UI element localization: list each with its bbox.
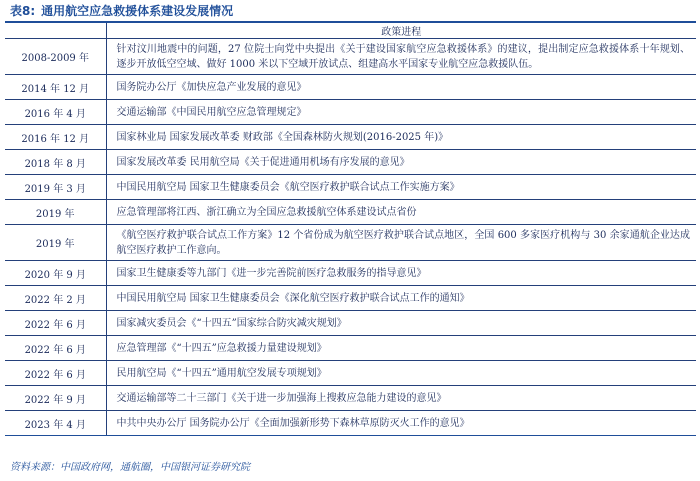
row-date: 2023 年 4 月 (5, 411, 106, 436)
table-title-text: 通用航空应急救援体系建设发展情况 (41, 4, 234, 18)
row-policy: 中共中央办公厅 国务院办公厅《全面加强新形势下森林草原防灭火工作的意见》 (106, 411, 696, 436)
table-row (5, 411, 696, 436)
row-policy: 国家减灾委员会《“十四五”国家综合防灾减灾规划》 (106, 311, 696, 336)
table-row (5, 286, 696, 311)
row-date: 2019 年 (5, 225, 106, 261)
row-date: 2019 年 3 月 (5, 175, 106, 200)
header-date (5, 22, 106, 39)
row-policy: 中国民用航空局 国家卫生健康委员会《航空医疗救护联合试点工作实施方案》 (106, 175, 696, 200)
table-row (5, 361, 696, 386)
row-policy: 中国民用航空局 国家卫生健康委员会《深化航空医疗救护联合试点工作的通知》 (106, 286, 696, 311)
table-row (5, 175, 696, 200)
table-row (5, 225, 696, 261)
table-number: 表8: (10, 4, 36, 18)
table-row (5, 75, 696, 100)
row-date: 2022 年 9 月 (5, 386, 106, 411)
row-date: 2022 年 6 月 (5, 361, 106, 386)
row-date: 2022 年 6 月 (5, 336, 106, 361)
row-policy: 国务院办公厅《加快应急产业发展的意见》 (106, 75, 696, 100)
row-policy: 交通运输部《中国民用航空应急管理规定》 (106, 100, 696, 125)
table-row (5, 311, 696, 336)
row-policy: 国家林业局 国家发展改革委 财政部《全国森林防火规划(2016-2025 年)》 (106, 125, 696, 150)
row-policy: 民用航空局《“十四五”通用航空发展专项规划》 (106, 361, 696, 386)
source-note: 资料来源：中国政府网，通航圈，中国银河证券研究院 (10, 462, 250, 473)
row-date: 2018 年 8 月 (5, 150, 106, 175)
row-date: 2019 年 (5, 200, 106, 225)
row-policy: 应急管理部将江西、浙江确立为全国应急救援航空体系建设试点省份 (106, 200, 696, 225)
row-policy: 针对汶川地震中的问题，27 位院士向党中央提出《关于建设国家航空应急救援体系》的建议，提出制定应急救援体系十年规划、逐步开放低空空域、做好 1000 米以下空域开放试点、组建高水平国家专业航空应急救援队伍。 (106, 39, 696, 75)
policy-table (5, 21, 696, 436)
row-policy: 国家发展改革委 民用航空局《关于促进通用机场有序发展的意见》 (106, 150, 696, 175)
row-policy: 应急管理部《“十四五”应急救援力量建设规划》 (106, 336, 696, 361)
table-row (5, 125, 696, 150)
table-row (5, 386, 696, 411)
row-date: 2016 年 4 月 (5, 100, 106, 125)
row-policy: 国家卫生健康委等九部门《进一步完善院前医疗急救服务的指导意见》 (106, 261, 696, 286)
row-date: 2008-2009 年 (5, 39, 106, 75)
row-policy: 交通运输部等二十三部门《关于进一步加强海上搜救应急能力建设的意见》 (106, 386, 696, 411)
table-row (5, 39, 696, 75)
table-row (5, 336, 696, 361)
row-date: 2022 年 2 月 (5, 286, 106, 311)
table-title (10, 2, 233, 20)
row-policy: 《航空医疗救护联合试点工作方案》12 个省份成为航空医疗救护联合试点地区，全国 600 多家医疗机构与 30 余家通航企业达成航空医疗救护工作意向。 (106, 225, 696, 261)
table-row (5, 100, 696, 125)
table-row (5, 261, 696, 286)
table-header-row (5, 22, 696, 39)
table-row (5, 150, 696, 175)
row-date: 2014 年 12 月 (5, 75, 106, 100)
row-date: 2020 年 9 月 (5, 261, 106, 286)
row-date: 2016 年 12 月 (5, 125, 106, 150)
row-date: 2022 年 6 月 (5, 311, 106, 336)
table-row (5, 200, 696, 225)
header-policy-progress: 政策进程 (106, 22, 696, 39)
